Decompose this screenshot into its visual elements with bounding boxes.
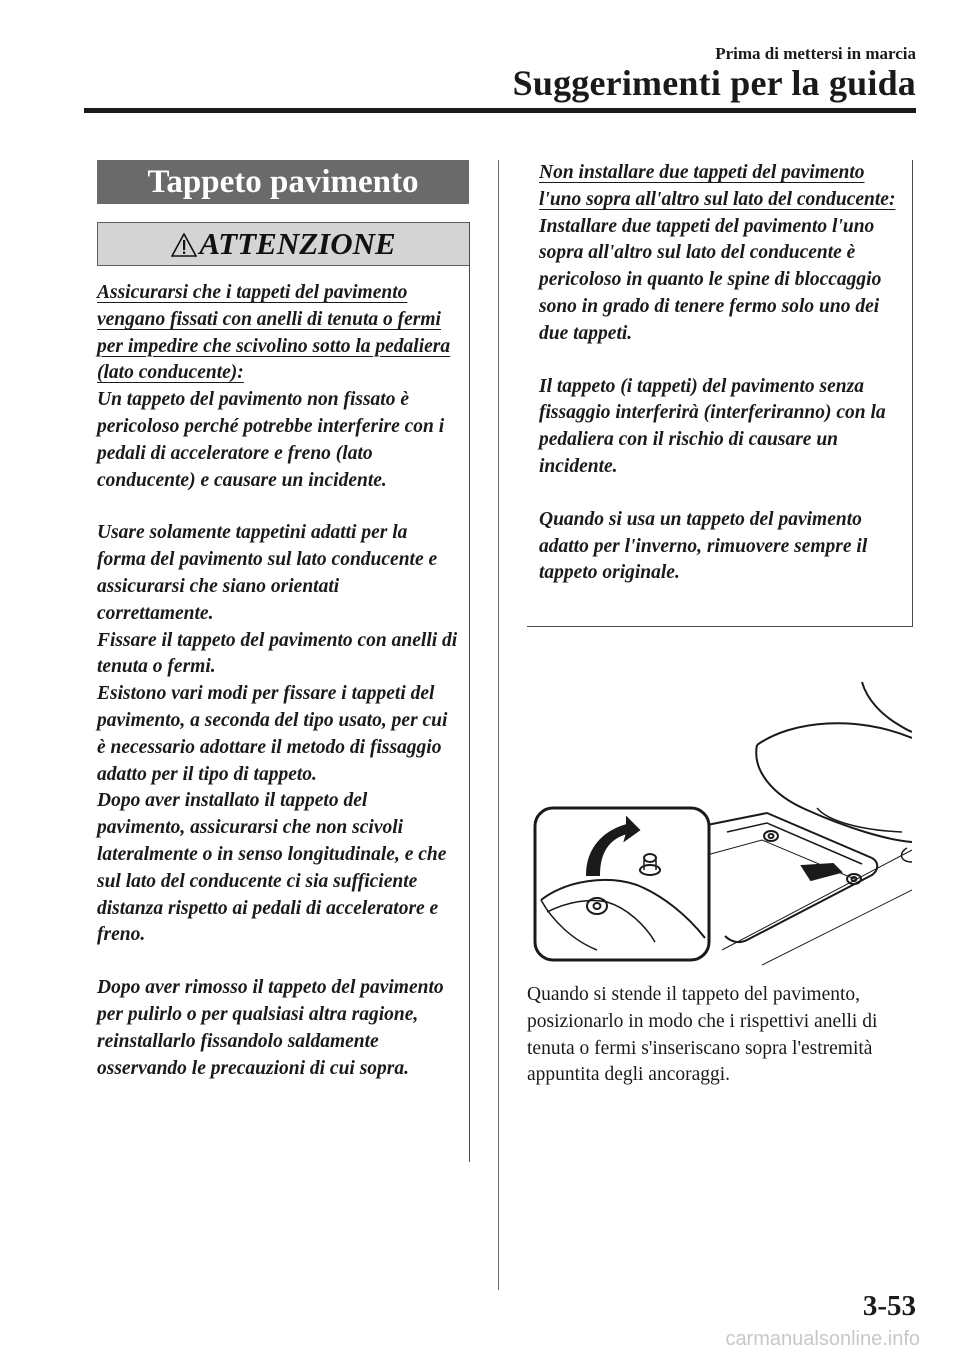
warning-paragraph: Quando si usa un tappeto del pavimento adatto per l'inverno, rimuovere sempre il tappeto originale. [539, 508, 868, 584]
warning-box-continued [527, 160, 913, 627]
chapter-title: Prima di mettersi in marcia [715, 44, 916, 63]
warning-triangle-icon [171, 233, 197, 257]
header-rule [84, 108, 916, 113]
watermark: carmanualsonline.info [725, 1328, 920, 1350]
warning-lead: Assicurarsi che i tappeti del pavimento vengano fissati con anelli di tenuta o fermi per impedire che scivolino sotto la pedaliera (lato conducente): [97, 282, 451, 384]
warning-lead: Non installare due tappeti del pavimento l'uno sopra all'altro sul lato del conducente: [539, 162, 896, 210]
section-heading: Suggerimenti per la guida [512, 63, 916, 103]
floor-mat-illustration [527, 680, 912, 970]
warning-paragraph: Esistono vari modi per fissare i tappeti del pavimento, a seconda del tipo usato, per cui è necessario adottare il metodo di fissaggio adatto per il tipo di tappeto. [97, 683, 448, 785]
illustration-caption: Quando si stende il tappeto del pavimento, posizionarlo in modo che i rispettivi anelli di tenuta o fermi s'inseriscano sopra l'estremità appuntita degli ancoraggi. [527, 984, 878, 1086]
warning-heading-text: ATTENZIONE [199, 226, 396, 261]
warning-paragraph: Installare due tappeti del pavimento l'uno sopra all'altro sul lato del conducente è pericoloso in quanto le spine di bloccaggio sono in grado di tenere fermo solo uno dei due tappeti. [539, 215, 882, 344]
warning-paragraph: Il tappeto (i tappeti) del pavimento senza fissaggio interferirà (interferiranno) con la pedaliera con il rischio di causare un incidente. [539, 375, 886, 477]
column-divider [498, 160, 499, 1290]
warning-paragraph: Fissare il tappeto del pavimento con anelli di tenuta o fermi. [97, 629, 458, 678]
warning-body [97, 266, 469, 1082]
warning-paragraph: Dopo aver installato il tappeto del pavimento, assicurarsi che non scivoli lateralmente o in senso longitudinale, e che sul lato del conducente ci sia sufficiente distanza rispetto ai pedali di acceleratore e freno. [97, 790, 447, 946]
warning-heading [97, 222, 469, 266]
warning-paragraph: Dopo aver rimosso il tappeto del pavimento per pulirlo o per qualsiasi altra ragione, reinstallarlo fissandolo saldamente osservando le precauzioni di cui sopra. [97, 977, 444, 1079]
warning-paragraph: Un tappeto del pavimento non fissato è pericoloso perché potrebbe interferire con i pedali di acceleratore e freno (lato conducente) e causare un incidente. [97, 389, 445, 491]
warning-body [527, 160, 912, 587]
section-title: Tappeto pavimento [97, 160, 469, 204]
warning-box [97, 222, 470, 1162]
warning-paragraph: Usare solamente tappetini adatti per la forma del pavimento sul lato conducente e assicurarsi che siano orientati correttamente. [97, 522, 438, 624]
page-number: 3-53 [862, 1290, 916, 1322]
